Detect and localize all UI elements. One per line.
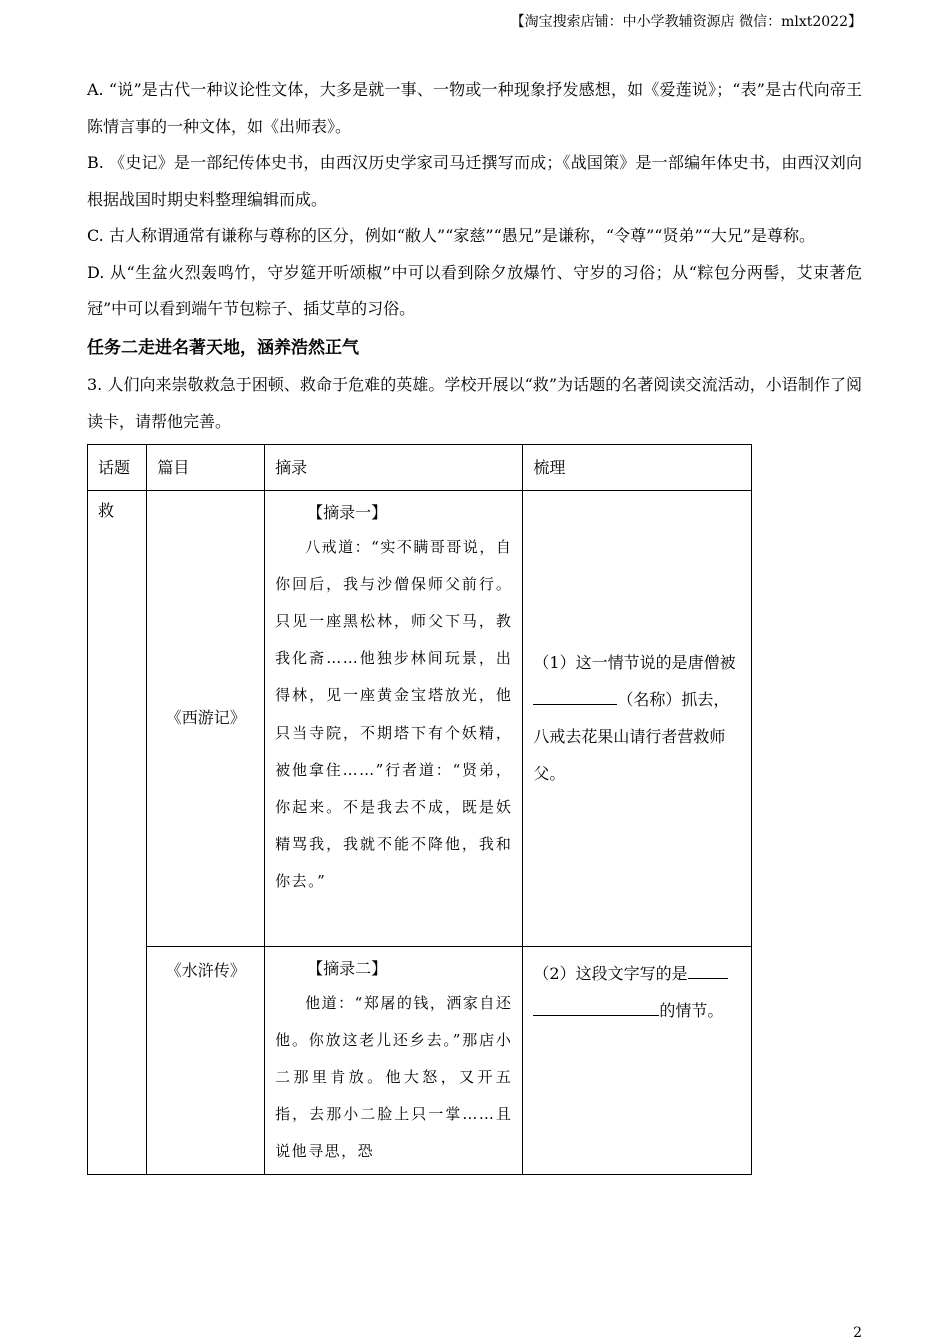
option-d: D. 从“生盆火烈轰鸣竹，守岁筵开听颂椒”中可以看到除夕放爆竹、守岁的习俗；从“粽包分两髻，艾束著危冠”中可以看到端午节包粽子、插艾草的习俗。 <box>87 262 862 318</box>
option-c: C. 古人称谓通常有谦称与尊称的区分，例如“敝人”“家慈”“愚兄”是谦称，“令尊”“贤弟”“大兄”是尊称。 <box>87 226 816 245</box>
answer-blank-2b[interactable] <box>533 997 659 1016</box>
header-note: 【淘宝搜索店铺：中小学教辅资源店 微信：mlxt2022】 <box>510 14 862 30</box>
option-a: A. “说”是古代一种议论性文体，大多是就一事、一物或一种现象抒发感想，如《爱莲说》；“表”是古代向帝王陈情言事的一种文体，如《出师表》。 <box>87 80 862 136</box>
header-topic: 话题 <box>88 444 147 490</box>
excerpt-body-2: 他道：“郑屠的钱，洒家自还他。你放这老儿还乡去。”那店小二那里肯放。他大怒，又开五指，去那小二脸上只一掌……且说他寻思，恐 <box>275 993 513 1161</box>
page-number: 2 <box>853 1325 862 1341</box>
excerpt-title-1: 【摘录一】 <box>307 502 388 522</box>
summary-cell-1 <box>523 490 752 946</box>
summary-1-suffix: （名称）抓去，八戒去花果山请行者营救师父。 <box>533 690 730 783</box>
task-heading: 任务二走进名著天地，涵养浩然正气 <box>87 337 359 358</box>
book-cell-shuihuzhuan: 《水浒传》 <box>147 946 265 1174</box>
question-3: 3. 人们向来崇敬救急于困顿、救命于危难的英雄。学校开展以“救”为话题的名著阅读交流活动，小语制作了阅读卡，请帮他完善。 <box>87 374 862 431</box>
summary-2-prefix: （2）这段文字写的是 <box>533 963 688 983</box>
summary-1-prefix: （1）这一情节说的是唐僧被 <box>533 653 736 672</box>
document-body <box>87 72 862 1175</box>
table-row <box>88 946 752 1174</box>
topic-cell: 救 <box>88 490 147 1174</box>
excerpt-cell-1 <box>265 490 523 946</box>
summary-cell-2 <box>523 946 752 1174</box>
header-book: 篇目 <box>147 444 265 490</box>
header-summary: 梳理 <box>523 444 752 490</box>
option-b: B. 《史记》是一部纪传体史书，由西汉历史学家司马迁撰写而成；《战国策》是一部编年体史书，由西汉刘向根据战国时期史料整理编辑而成。 <box>87 153 862 209</box>
excerpt-body-1: 八戒道：“实不瞒哥哥说，自你回后，我与沙僧保师父前行。只见一座黑松林，师父下马，教我化斋……他独步林间玩景，出得林，见一座黄金宝塔放光，他只当寺院，不期塔下有个妖精，被他拿住……”行者道：“贤弟，你起来。不是我去不成，既是妖精骂我，我就不能不降他，我和你去。” <box>275 537 513 891</box>
book-cell-xiyouji: 《西游记》 <box>147 490 265 946</box>
table-row <box>88 490 752 946</box>
answer-blank-2a[interactable] <box>688 960 728 979</box>
table-header-row <box>88 444 752 490</box>
answer-blank-1[interactable] <box>533 686 617 705</box>
excerpt-cell-2 <box>265 946 523 1174</box>
reading-card-table <box>87 444 752 1175</box>
header-excerpt: 摘录 <box>265 444 523 490</box>
excerpt-title-2: 【摘录二】 <box>307 958 388 978</box>
summary-2-suffix: 的情节。 <box>659 1000 724 1020</box>
